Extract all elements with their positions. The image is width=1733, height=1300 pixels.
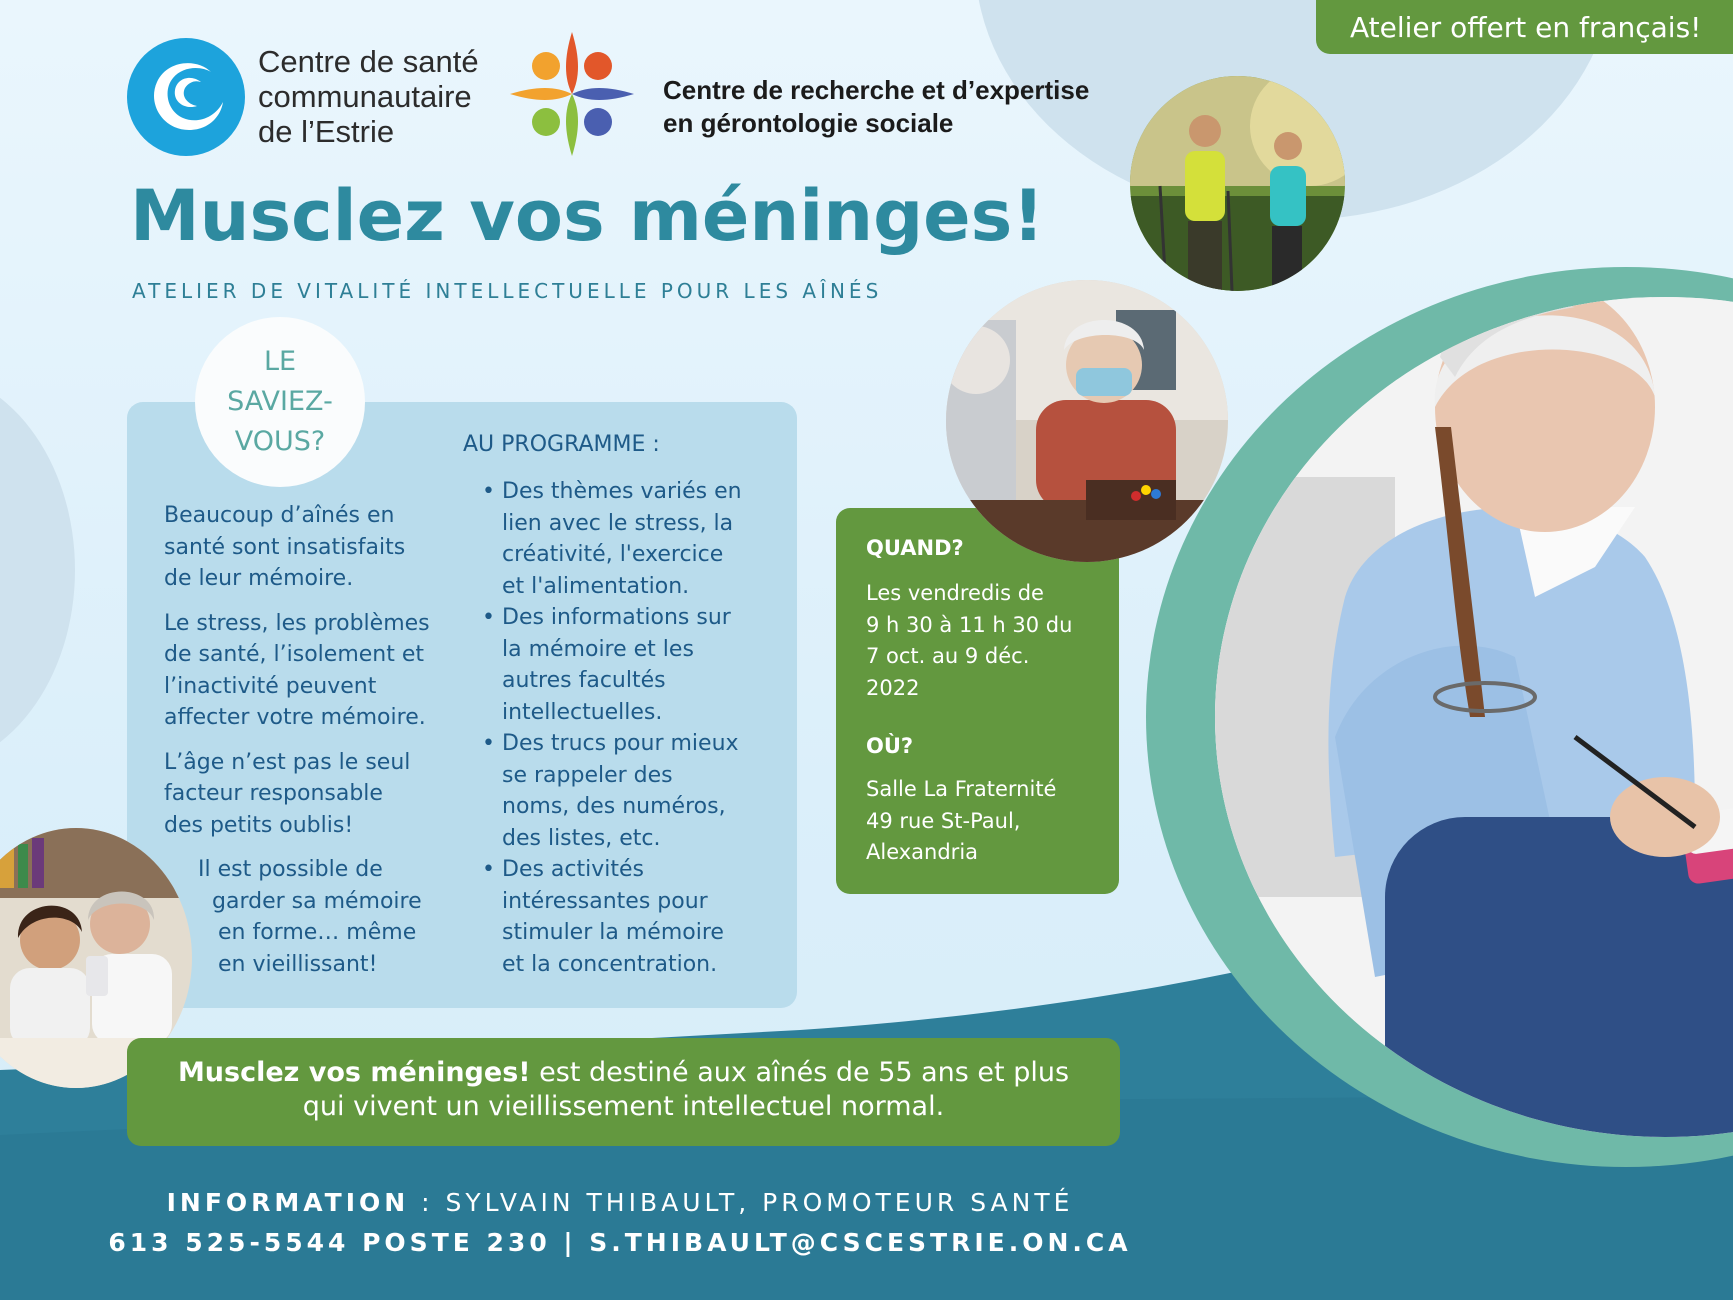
programme-item: • Des thèmes variés en lien avec le stress, la créativité, l'exercice et l'alimentation. (482, 476, 742, 602)
logo1-line-1: Centre de santé (258, 44, 479, 79)
cregs-logo-text (663, 74, 1089, 140)
language-badge: Atelier offert en français! (1316, 0, 1733, 54)
cscestrie-logo (127, 38, 245, 156)
when-where-box (836, 508, 1119, 894)
contact-name: SYLVAIN THIBAULT, PROMOTEUR SANTÉ (445, 1188, 1074, 1217)
target-line-1: Musclez vos méninges! est destiné aux aînés de 55 ans et plus (177, 1057, 1070, 1088)
saviez-vous-text (164, 500, 434, 993)
saviez-paragraph: L’âge n’est pas le seul facteur responsable des petits oublis! (164, 749, 411, 838)
page-subtitle: ATELIER DE VITALITÉ INTELLECTUELLE POUR LES AÎNÉS (132, 279, 883, 303)
where-text: Salle La Fraternité 49 rue St-Paul, Alexandria (866, 777, 1057, 864)
contact-label: INFORMATION (166, 1188, 410, 1217)
contact-phone-email: 613 525-5544 POSTE 230 | S.THIBAULT@CSCESTRIE.ON.CA (108, 1228, 1132, 1257)
photo-walking-seniors (1130, 76, 1345, 291)
programme-heading: AU PROGRAMME : (463, 432, 660, 457)
saviez-vous-badge (195, 317, 365, 487)
saviez-line-2: SAVIEZ- (227, 386, 333, 417)
programme-item: • Des activités intéressantes pour stimuler la mémoire et la concentration. (482, 854, 742, 980)
page-title: Musclez vos méninges! (130, 175, 1045, 257)
when-text: Les vendredis de 9 h 30 à 11 h 30 du 7 oct. au 9 déc. 2022 (866, 581, 1073, 700)
where-heading: OÙ? (866, 734, 914, 758)
target-line-2: qui vivent un vieillissement intellectuel normal. (302, 1091, 945, 1122)
saviez-closing: Il est possible de garder sa mémoire en forme… même en vieillissant! (198, 857, 422, 977)
saviez-line-3: VOUS? (234, 426, 326, 457)
contact-line-1: INFORMATION : SYLVAIN THIBAULT, PROMOTEUR SANTÉ (166, 1188, 1074, 1217)
photo-board-game-senior (946, 280, 1228, 562)
programme-item: • Des trucs pour mieux se rappeler des noms, des numéros, des listes, etc. (482, 728, 742, 854)
saviez-paragraph: Le stress, les problèmes de santé, l’isolement et l’inactivité peuvent affecter votre mémoire. (164, 610, 430, 730)
cregs-logo (506, 28, 638, 160)
programme-item: • Des informations sur la mémoire et les autres facultés intellectuelles. (482, 602, 742, 728)
programme-list (482, 476, 742, 980)
logo1-line-2: communautaire (258, 79, 472, 114)
when-heading: QUAND? (866, 536, 964, 560)
cscestrie-logo-text (258, 44, 479, 149)
logo1-line-3: de l’Estrie (258, 114, 395, 149)
saviez-line-1: LE (263, 346, 297, 377)
logo2-line-2: en gérontologie sociale (663, 108, 954, 138)
logo2-line-1: Centre de recherche et d’expertise (663, 75, 1090, 105)
saviez-paragraph: Beaucoup d’aînés en santé sont insatisfaits de leur mémoire. (164, 503, 406, 591)
target-audience-band (127, 1038, 1120, 1146)
